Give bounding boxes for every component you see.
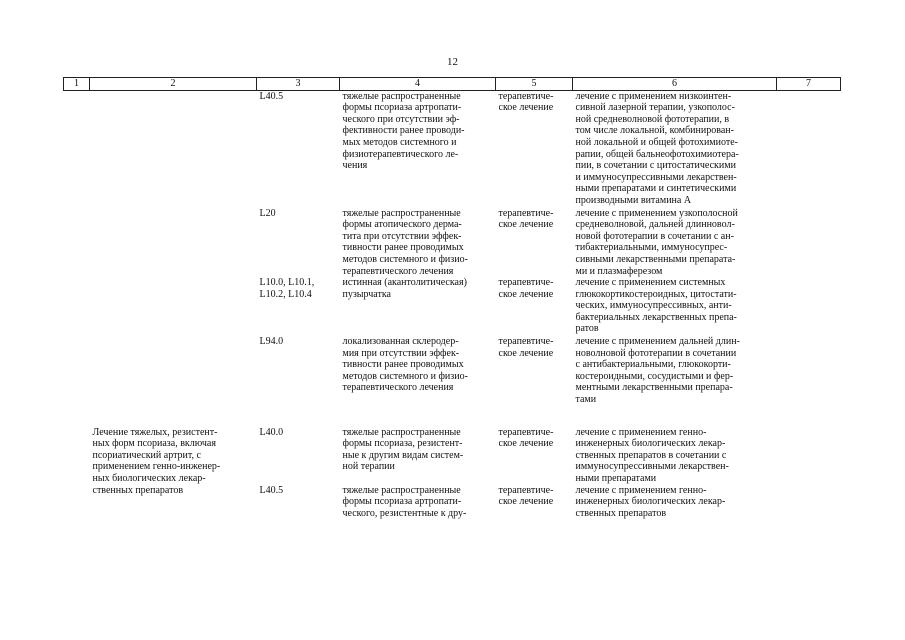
icd-code-cell: L40.5 — [259, 90, 284, 102]
column-header: 5 — [496, 78, 573, 91]
treatment-method-cell: лечение с применением генно- инженерных биологических лекар- ственных препаратов в сочетании с иммуносупрессивными лекарствен- ными препаратами — [575, 426, 729, 484]
patient-model-cell: тяжелые распространенные формы атопического дерма- тита при отсутствии эффек- тивности ранее проводимых методов системного и физио- терапевтического лечения — [342, 207, 468, 277]
treatment-method-cell: лечение с применением низкоинтен- сивной лазерной терапии, узкополос- ной средневолновой фототерапии, в том числе локальной, комбинирован- ной локальной и общей фотохимиоте- рапии, общей бальнеофотохимиотера- пии, в сочетании с цитостатическими и иммуносупрессивными лекарствен- ными препаратами и синтетическими производными витамина А — [575, 90, 739, 206]
care-name-cell: Лечение тяжелых, резистент- ных форм псориаза, включая псориатический артрит, с применением генно-инженер- ных биологических лекар- ственных препаратов — [92, 426, 221, 496]
patient-model-cell: тяжелые распространенные формы псориаза, резистент- ные к другим видам систем- ной терапии — [342, 426, 464, 473]
medical-care-table — [63, 77, 841, 519]
column-header: 2 — [90, 78, 257, 91]
treatment-type-cell: терапевтиче- ское лечение — [498, 277, 554, 300]
icd-code-cell: L94.0 — [259, 336, 284, 348]
patient-model-cell: локализованная склеродер- мия при отсутствии эффек- тивности ранее проводимых методов системного и физио- терапевтического лечения — [342, 336, 468, 394]
care-name-cell — [90, 90, 257, 206]
icd-code-cell: L40.0 — [259, 426, 284, 438]
treatment-type-cell: терапевтиче- ское лечение — [498, 336, 554, 359]
care-name-cell — [90, 336, 257, 406]
treatment-method-cell: лечение с применением узкополосной средневолновой, дальней длинновол- новой фототерапии в сочетании с ан- тибактериальными, иммуносупрес- сивными лекарственными препарата- ми и плазмаферезом — [575, 207, 738, 277]
treatment-type-cell: терапевтиче- ское лечение — [498, 90, 554, 114]
treatment-method-cell: лечение с применением дальней длин- новолновой фототерапии в сочетании с антибактериальными, глюкокорти- костероидными, сосудистыми и фер- ментными лекарственными препара- тами — [575, 336, 740, 406]
table-row — [64, 90, 841, 206]
table-row — [64, 427, 841, 485]
treatment-type-cell: терапевтиче- ское лечение — [498, 426, 554, 450]
treatment-method-cell: лечение с применением системных глюкокортикостероидных, цитостати- ческих, иммуносупрессивных, анти- бактериальных лекарственных препа- ратов — [575, 277, 737, 335]
treatment-method-cell: лечение с применением генно- инженерных биологических лекар- ственных препаратов — [575, 484, 726, 519]
care-name-cell — [90, 208, 257, 278]
icd-code-cell: L40.5 — [259, 484, 284, 496]
care-name-cell — [90, 277, 257, 335]
treatment-type-cell: терапевтиче- ское лечение — [498, 207, 554, 231]
column-number-row — [64, 78, 841, 91]
page-number: 12 — [447, 56, 458, 68]
table-row — [64, 336, 841, 406]
treatment-type-cell: терапевтиче- ское лечение — [498, 484, 554, 508]
table-row — [64, 277, 841, 335]
icd-code-cell: L20 — [259, 207, 276, 219]
icd-code-cell: L10.0, L10.1, L10.2, L10.4 — [259, 277, 315, 300]
patient-model-cell: тяжелые распространенные формы псориаза артропати- ческого при отсутствии эф- фективности ранее проводи- мых методов системного и физиотерапевтического ле- чения — [342, 90, 465, 172]
column-header: 4 — [340, 78, 496, 91]
patient-model-cell: истинная (акантолитическая) пузырчатка — [342, 277, 467, 300]
column-header: 1 — [64, 78, 90, 91]
column-header: 6 — [573, 78, 777, 91]
column-header: 3 — [257, 78, 340, 91]
table-row — [64, 208, 841, 278]
column-header: 7 — [777, 78, 841, 91]
patient-model-cell: тяжелые распространенные формы псориаза артропати- ческого, резистентные к дру- — [342, 484, 467, 519]
